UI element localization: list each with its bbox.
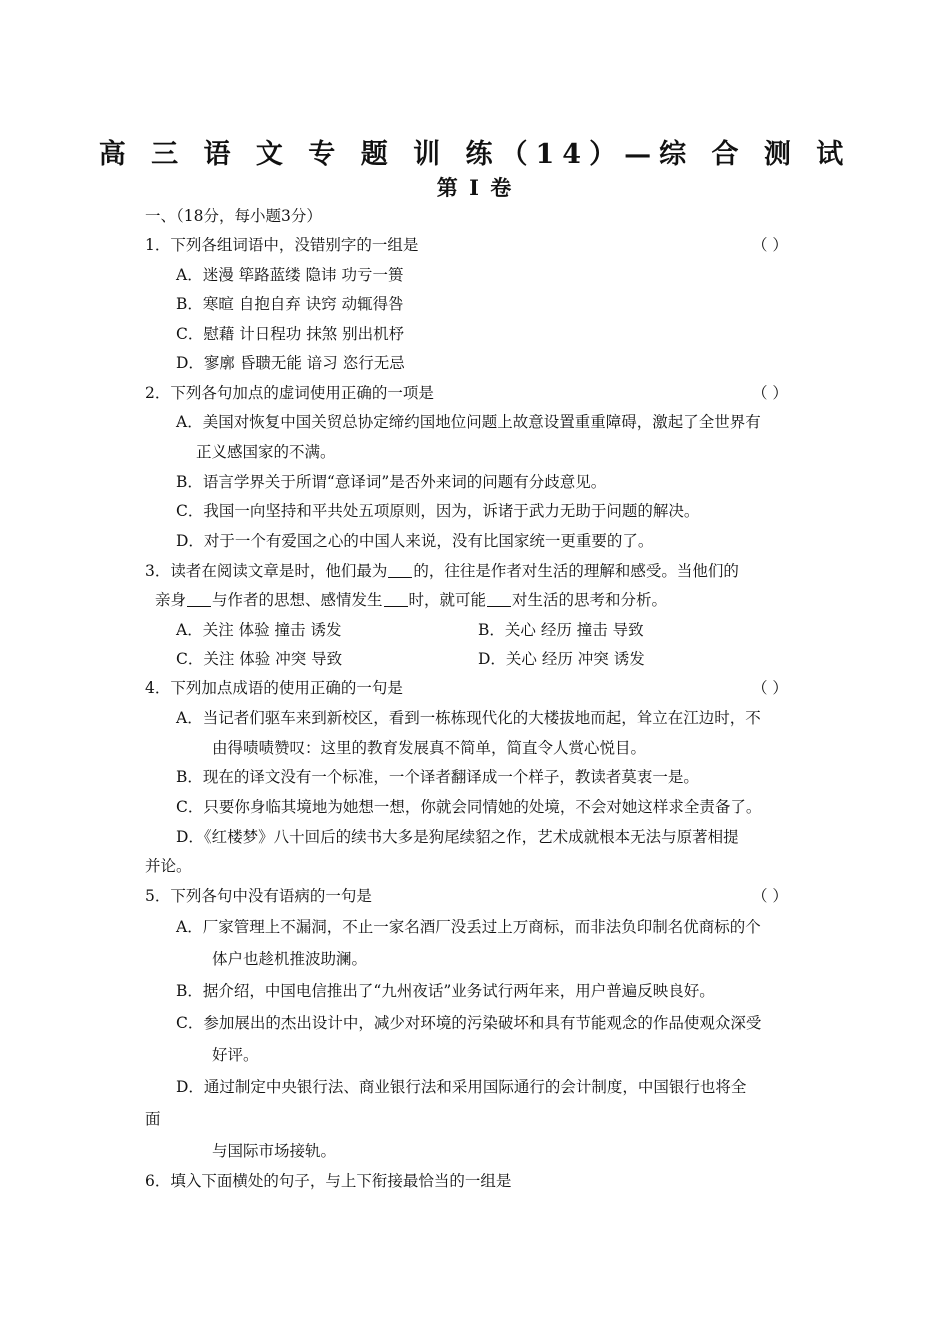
q1-option-b: B．寒暄 自抱自弃 诀窍 动辄得咎 — [176, 295, 404, 313]
q5-stem: 5．下列各句中没有语病的一句是 — [145, 887, 372, 905]
q2-option-a-cont: 正义感国家的不满。 — [196, 443, 336, 461]
q1-stem: 1．下列各组词语中，没错别字的一组是 — [145, 236, 419, 254]
q2-option-a: A．美国对恢复中国关贸总协定缔约国地位问题上故意设置重重障碍，激起了全世界有 — [176, 413, 761, 431]
page-title: 高 三 语 文 专 题 训 练（14）—综 合 测 试 — [98, 139, 852, 170]
q5-option-d-cont: 面 — [145, 1110, 161, 1128]
q5-answer-paren: （ ） — [752, 887, 788, 905]
q4-option-d: D．《红楼梦》八十回后的续书大多是狗尾续貂之作，艺术成就根本无法与原著相提 — [176, 828, 739, 846]
q3-option-d: D．关心 经历 冲突 诱发 — [478, 650, 645, 668]
q1-answer-paren: （ ） — [752, 236, 788, 254]
q5-option-a-cont: 体户也趁机推波助澜。 — [212, 950, 368, 968]
q4-option-a-cont: 由得啧啧赞叹：这里的教育发展真不简单，简直令人赏心悦目。 — [212, 739, 647, 757]
q4-stem: 4．下列加点成语的使用正确的一句是 — [145, 679, 403, 697]
q6-stem: 6．填入下面横处的句子，与上下衔接最恰当的一组是 — [145, 1172, 512, 1190]
q2-option-c: C．我国一向坚持和平共处五项原则，因为，诉诸于武力无助于问题的解决。 — [176, 502, 700, 520]
q1-option-c: C．慰藉 计日程功 抹煞 别出机杼 — [176, 325, 405, 343]
q5-option-b: B．据介绍，中国电信推出了“九州夜话”业务试行两年来，用户普遍反映良好。 — [176, 982, 715, 1000]
q3-option-b: B．关心 经历 撞击 导致 — [478, 621, 644, 639]
q1-option-d: D．寥廓 昏聩无能 谙习 恣行无忌 — [176, 354, 405, 372]
q3-stem-part1: 3．读者在阅读文章是时，他们最为 — [145, 562, 388, 580]
q3-option-a: A．关注 体验 撞击 诱发 — [176, 621, 342, 639]
q3-stem-part2: 的，往往是作者对生活的理解和感受。当他们的 — [413, 562, 739, 580]
q5-option-c: C．参加展出的杰出设计中，减少对环境的污染破坏和具有节能观念的作品使观众深受 — [176, 1014, 762, 1032]
q3-stem-part3: 亲身 — [155, 591, 187, 609]
q3-blank-4 — [487, 590, 511, 607]
section-heading: 一、（18分，每小题3分） — [145, 207, 322, 225]
q4-option-b: B．现在的译文没有一个标准，一个译者翻译成一个样子，教读者莫衷一是。 — [176, 768, 699, 786]
q5-option-d: D．通过制定中央银行法、商业银行法和采用国际通行的会计制度，中国银行也将全 — [176, 1078, 747, 1096]
q3-blank-3 — [384, 590, 408, 607]
q2-option-b: B．语言学界关于所谓“意译词”是否外来词的问题有分歧意见。 — [176, 473, 607, 491]
q4-option-a: A．当记者们驱车来到新校区，看到一栋栋现代化的大楼拔地而起，耸立在江边时，不 — [176, 709, 761, 727]
q3-stem-part4: 与作者的思想、感情发生 — [212, 591, 383, 609]
q3-stem — [145, 560, 739, 582]
q4-answer-paren: （ ） — [752, 679, 788, 697]
q4-option-d-cont: 并论。 — [145, 857, 192, 875]
q5-option-a: A．厂家管理上不漏洞，不止一家名酒厂没丢过上万商标，而非法负印制名优商标的个 — [176, 918, 761, 936]
q2-stem: 2．下列各句加点的虚词使用正确的一项是 — [145, 384, 434, 402]
q5-option-c-cont: 好评。 — [212, 1046, 259, 1064]
q4-option-c: C．只要你身临其境地为她想一想，你就会同情她的处境，不会对她这样求全责备了。 — [176, 798, 762, 816]
q3-stem-part5: 时，就可能 — [408, 591, 487, 609]
q3-blank-1 — [388, 561, 412, 578]
q3-stem-part6: 对生活的思考和分析。 — [512, 591, 668, 609]
q1-option-a: A．迷漫 筚路蓝缕 隐讳 功亏一篑 — [176, 266, 404, 284]
q2-answer-paren: （ ） — [752, 384, 788, 402]
q5-option-d-cont2: 与国际市场接轨。 — [212, 1142, 337, 1160]
q3-stem-cont — [155, 589, 667, 611]
q2-option-d: D．对于一个有爱国之心的中国人来说，没有比国家统一更重要的了。 — [176, 532, 654, 550]
q3-option-c: C．关注 体验 冲突 导致 — [176, 650, 343, 668]
page-subtitle: 第 Ⅰ 卷 — [436, 175, 514, 200]
q3-blank-2 — [187, 590, 211, 607]
